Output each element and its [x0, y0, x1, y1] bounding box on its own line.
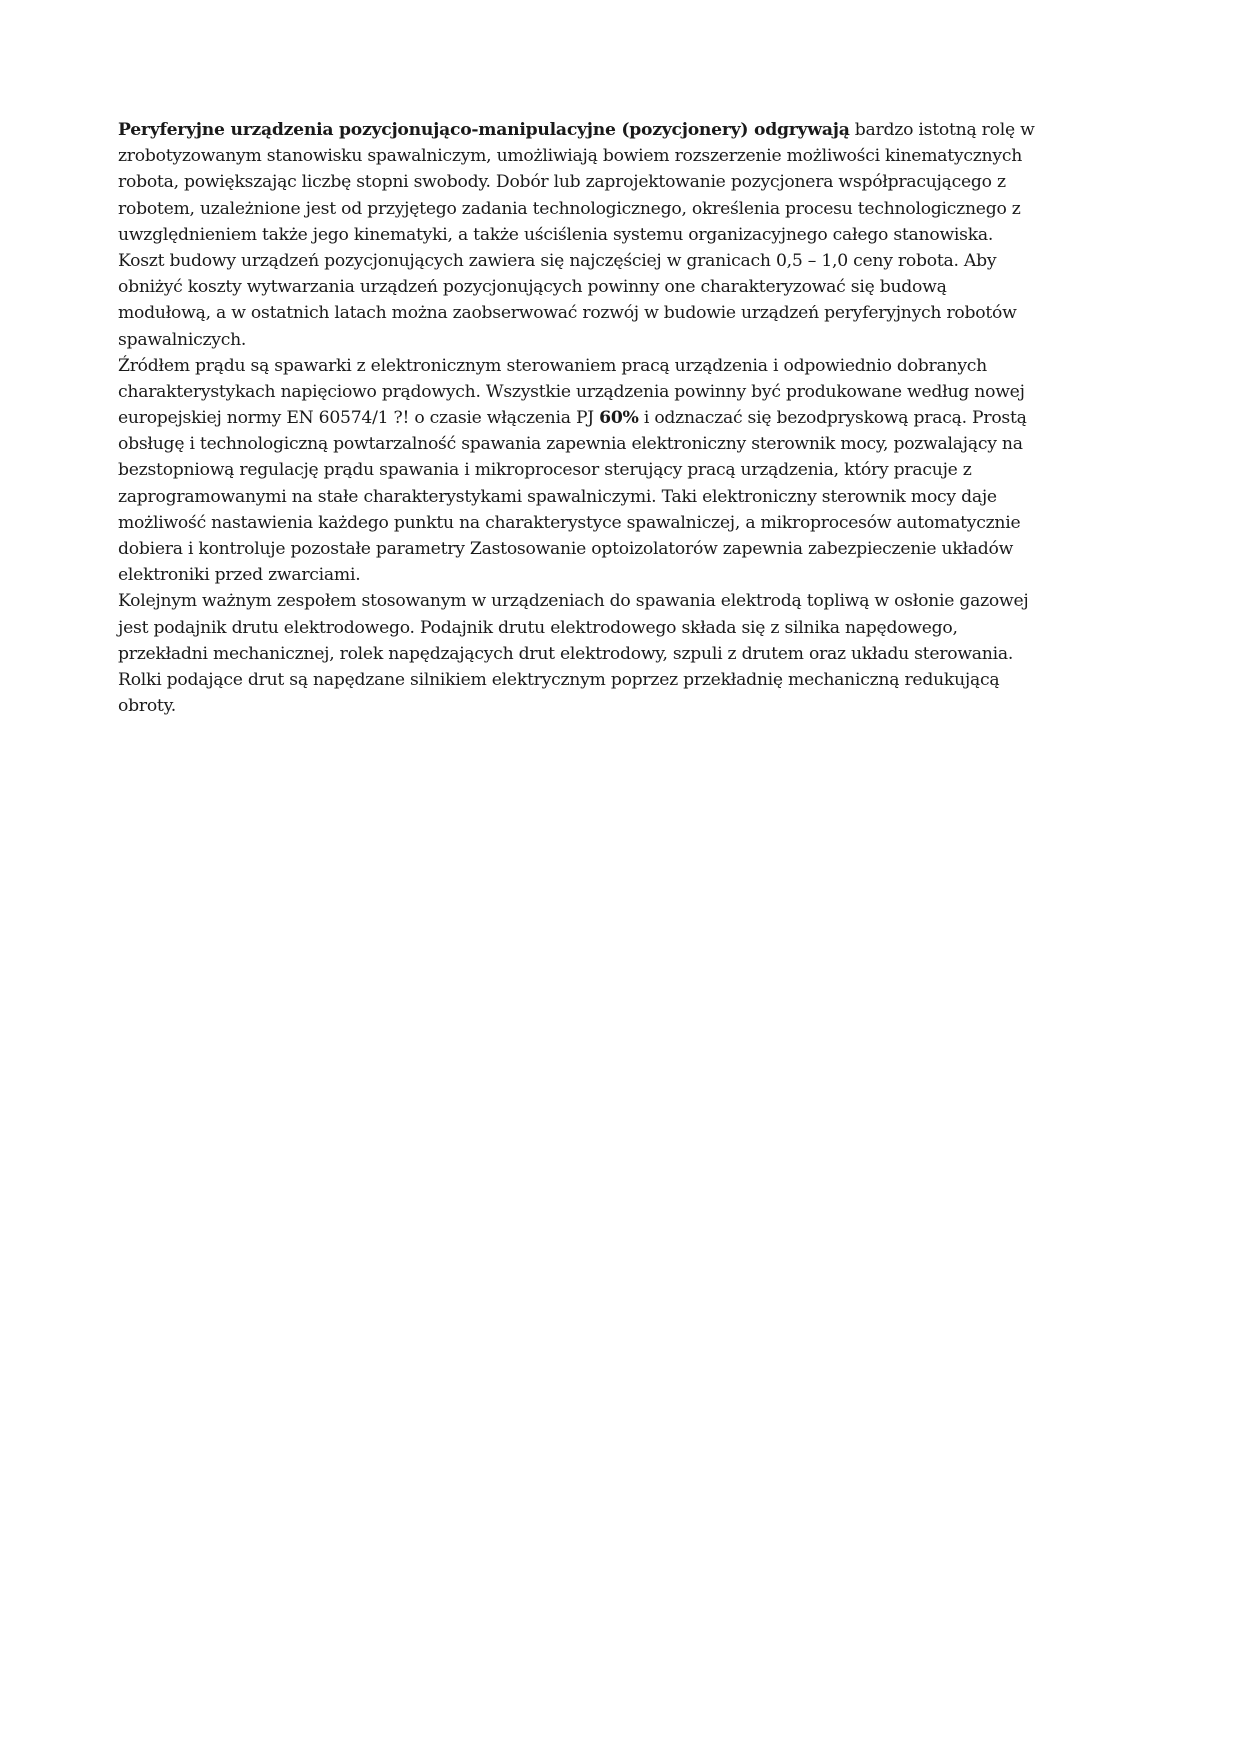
- text-line: jest podajnik drutu elektrodowego. Podajnik drutu elektrodowego składa się z silnika napędowego,: [118, 617, 958, 638]
- text-line: obroty.: [118, 696, 176, 717]
- text-line: elektroniki przed zwarciami.: [118, 565, 361, 586]
- text-line: obsługę i technologiczną powtarzalność spawania zapewnia elektroniczny sterownik mocy, pozwalający na: [118, 434, 1023, 455]
- text-line: modułową, a w ostatnich latach można zaobserwować rozwój w budowie urządzeń peryferyjnych robotów: [118, 303, 1017, 324]
- text-line: możliwość nastawienia każdego punktu na charakterystyce spawalniczej, a mikroprocesów automatycznie: [118, 512, 1021, 533]
- paragraph-power-source: [118, 353, 1128, 589]
- text-line: europejskiej normy EN 60574/1 ?! o czasie włączenia PJ 60% i odznaczać się bezodpryskową pracą. Prostą: [118, 408, 1027, 429]
- text-line: obniżyć koszty wytwarzania urządzeń pozycjonujących powinny one charakteryzować się budową: [118, 277, 947, 298]
- text-line: zaprogramowanymi na stałe charakterystykami spawalniczymi. Taki elektroniczny sterownik mocy daje: [118, 486, 997, 507]
- text-line: robotem, uzależnione jest od przyjętego zadania technologicznego, określenia procesu technologicznego z: [118, 198, 1021, 219]
- text-line: bezstopniową regulację prądu spawania i mikroprocesor sterujący pracą urządzenia, który pracuje z: [118, 460, 972, 481]
- text-line: zrobotyzowanym stanowisku spawalniczym, umożliwiają bowiem rozszerzenie możliwości kinematycznych: [118, 146, 1023, 167]
- text-line: Kolejnym ważnym zespołem stosowanym w urządzeniach do spawania elektrodą topliwą w osłonie gazowej: [118, 591, 1029, 612]
- text-line: charakterystykach napięciowo prądowych. Wszystkie urządzenia powinny być produkowane według nowej: [118, 381, 1025, 402]
- bold-lead: Peryferyjne urządzenia pozycjonująco-manipulacyjne (pozycjonery) odgrywają: [118, 120, 850, 140]
- text-line: robota, powiększając liczbę stopni swobody. Dobór lub zaprojektowanie pozycjonera współpracującego z: [118, 172, 1006, 193]
- document-body: [118, 117, 1128, 719]
- paragraph-wire-feeder: [118, 588, 1128, 719]
- text-line: spawalniczych.: [118, 329, 247, 350]
- text-line: uwzględnieniem także jego kinematyki, a także uściślenia systemu organizacyjnego całego stanowiska.: [118, 224, 994, 245]
- text-line: dobiera i kontroluje pozostałe parametry Zastosowanie optoizolatorów zapewnia zabezpieczenie układów: [118, 539, 1014, 559]
- text-line: przekładni mechanicznej, rolek napędzających drut elektrodowy, szpuli z drutem oraz układu sterowania.: [118, 643, 1014, 664]
- text-line: Rolki podające drut są napędzane silnikiem elektrycznym poprzez przekładnię mechaniczną redukującą: [118, 669, 1000, 690]
- bold-percentage: 60%: [599, 408, 639, 429]
- text-line: Źródłem prądu są spawarki z elektronicznym sterowaniem pracą urządzenia i odpowiednio dobranych: [118, 355, 987, 376]
- text-line: Koszt budowy urządzeń pozycjonujących zawiera się najczęściej w granicach 0,5 – 1,0 ceny robota. Aby: [118, 250, 997, 271]
- text-line: Peryferyjne urządzenia pozycjonująco-manipulacyjne (pozycjonery) odgrywają bardzo istotną rolę w: [118, 120, 1035, 140]
- paragraph-positioners: [118, 117, 1128, 353]
